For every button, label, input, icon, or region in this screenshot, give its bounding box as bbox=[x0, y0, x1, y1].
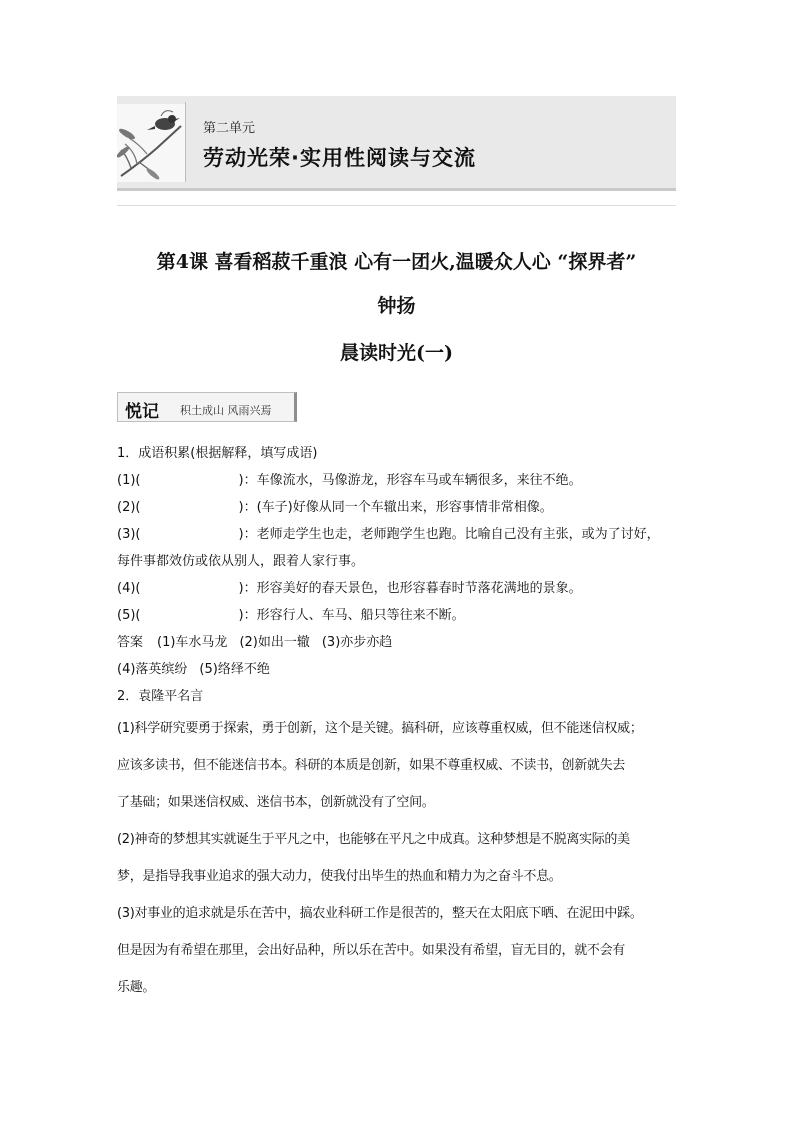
item-text: )：形容美好的春天景色，也形容暮春时节落花满地的景象。 bbox=[238, 581, 582, 596]
item-text: )：车像流水，马像游龙，形容车马或车辆很多，来往不绝。 bbox=[238, 473, 582, 488]
bird-icon bbox=[117, 104, 185, 182]
list-item bbox=[117, 521, 679, 548]
item-text: )：老师走学生也走，老师跑学生也跑。比喻自己没有主张，或为了讨好， bbox=[238, 527, 660, 542]
paragraph-line: 应该多读书，但不能迷信书本。科研的本质是创新，如果不尊重权威、不读书，创新就失去 bbox=[117, 758, 626, 773]
answer-line bbox=[117, 629, 679, 656]
tag-title: 悦记 bbox=[125, 402, 159, 422]
divider bbox=[117, 205, 676, 206]
paragraph-line: 了基础；如果迷信权威、迷信书本，创新就没有了空间。 bbox=[117, 795, 435, 810]
item-text: )：形容行人、车马、船只等往来不断。 bbox=[238, 608, 465, 623]
list-item-continuation: 每件事都效仿或依从别人，跟着人家行事。 bbox=[117, 554, 365, 569]
list-item bbox=[117, 602, 679, 629]
bird-on-branch-illustration bbox=[117, 104, 185, 182]
banner-divider bbox=[185, 102, 186, 182]
paragraph-line: 梦，是指导我事业追求的强大动力，使我付出毕生的热血和精力为之奋斗不息。 bbox=[117, 869, 562, 884]
answer: (5)络绎不绝 bbox=[199, 662, 270, 677]
answer-label: 答案 bbox=[117, 635, 144, 650]
unit-label: 第二单元 bbox=[203, 121, 256, 136]
item-number: (5)( bbox=[117, 608, 141, 623]
answer: (2)如出一辙 bbox=[239, 635, 310, 650]
reading-tag bbox=[117, 392, 297, 422]
answer: (3)亦步亦趋 bbox=[321, 635, 393, 650]
quote-paragraph bbox=[117, 710, 679, 821]
section-heading: 1．成语积累(根据解释，填写成语) bbox=[117, 446, 318, 461]
answer: (1)车水马龙 bbox=[157, 635, 228, 650]
paragraph-line: 乐趣。 bbox=[117, 980, 156, 995]
tag-motto: 积土成山 风雨兴焉 bbox=[180, 404, 272, 417]
unit-title: 劳动光荣·实用性阅读与交流 bbox=[203, 146, 476, 170]
list-item bbox=[117, 467, 679, 494]
answer: (4)落英缤纷 bbox=[117, 662, 188, 677]
item-text: )：(车子)好像从同一个车辙出来，形容事情非常相像。 bbox=[238, 500, 553, 515]
exercise-content bbox=[117, 440, 679, 1006]
paragraph-line: 但是因为有希望在那里，会出好品种，所以乐在苦中。如果没有希望，盲无目的，就不会有 bbox=[117, 943, 626, 958]
paragraph-line: (2)神奇的梦想其实就诞生于平凡之中，也能够在平凡之中成真。这种梦想是不脱离实际的美 bbox=[117, 832, 630, 847]
list-item bbox=[117, 575, 679, 602]
quote-paragraph bbox=[117, 821, 679, 895]
list-item bbox=[117, 494, 679, 521]
item-number: (4)( bbox=[117, 581, 141, 596]
lesson-title-line: 钟扬 bbox=[377, 295, 416, 317]
paragraph-line: (1)科学研究要勇于探索，勇于创新，这个是关键。搞科研，应该尊重权威，但不能迷信权威； bbox=[117, 721, 643, 736]
lesson-title bbox=[117, 240, 676, 328]
answer-line bbox=[117, 656, 679, 683]
section-heading: 2．袁隆平名言 bbox=[117, 689, 204, 704]
unit-banner bbox=[117, 96, 676, 191]
item-number: (1)( bbox=[117, 473, 141, 488]
item-number: (3)( bbox=[117, 527, 141, 542]
quote-paragraph bbox=[117, 895, 679, 1006]
paragraph-line: (3)对事业的追求就是乐在苦中，搞农业科研工作是很苦的，整天在太阳底下晒、在泥田中踩。 bbox=[117, 906, 643, 921]
item-number: (2)( bbox=[117, 500, 141, 515]
section-subtitle: 晨读时光(一) bbox=[340, 342, 453, 364]
lesson-title-line: 第4课 喜看稻菽千重浪 心有一团火,温暖众人心 “探界者” bbox=[156, 251, 637, 273]
